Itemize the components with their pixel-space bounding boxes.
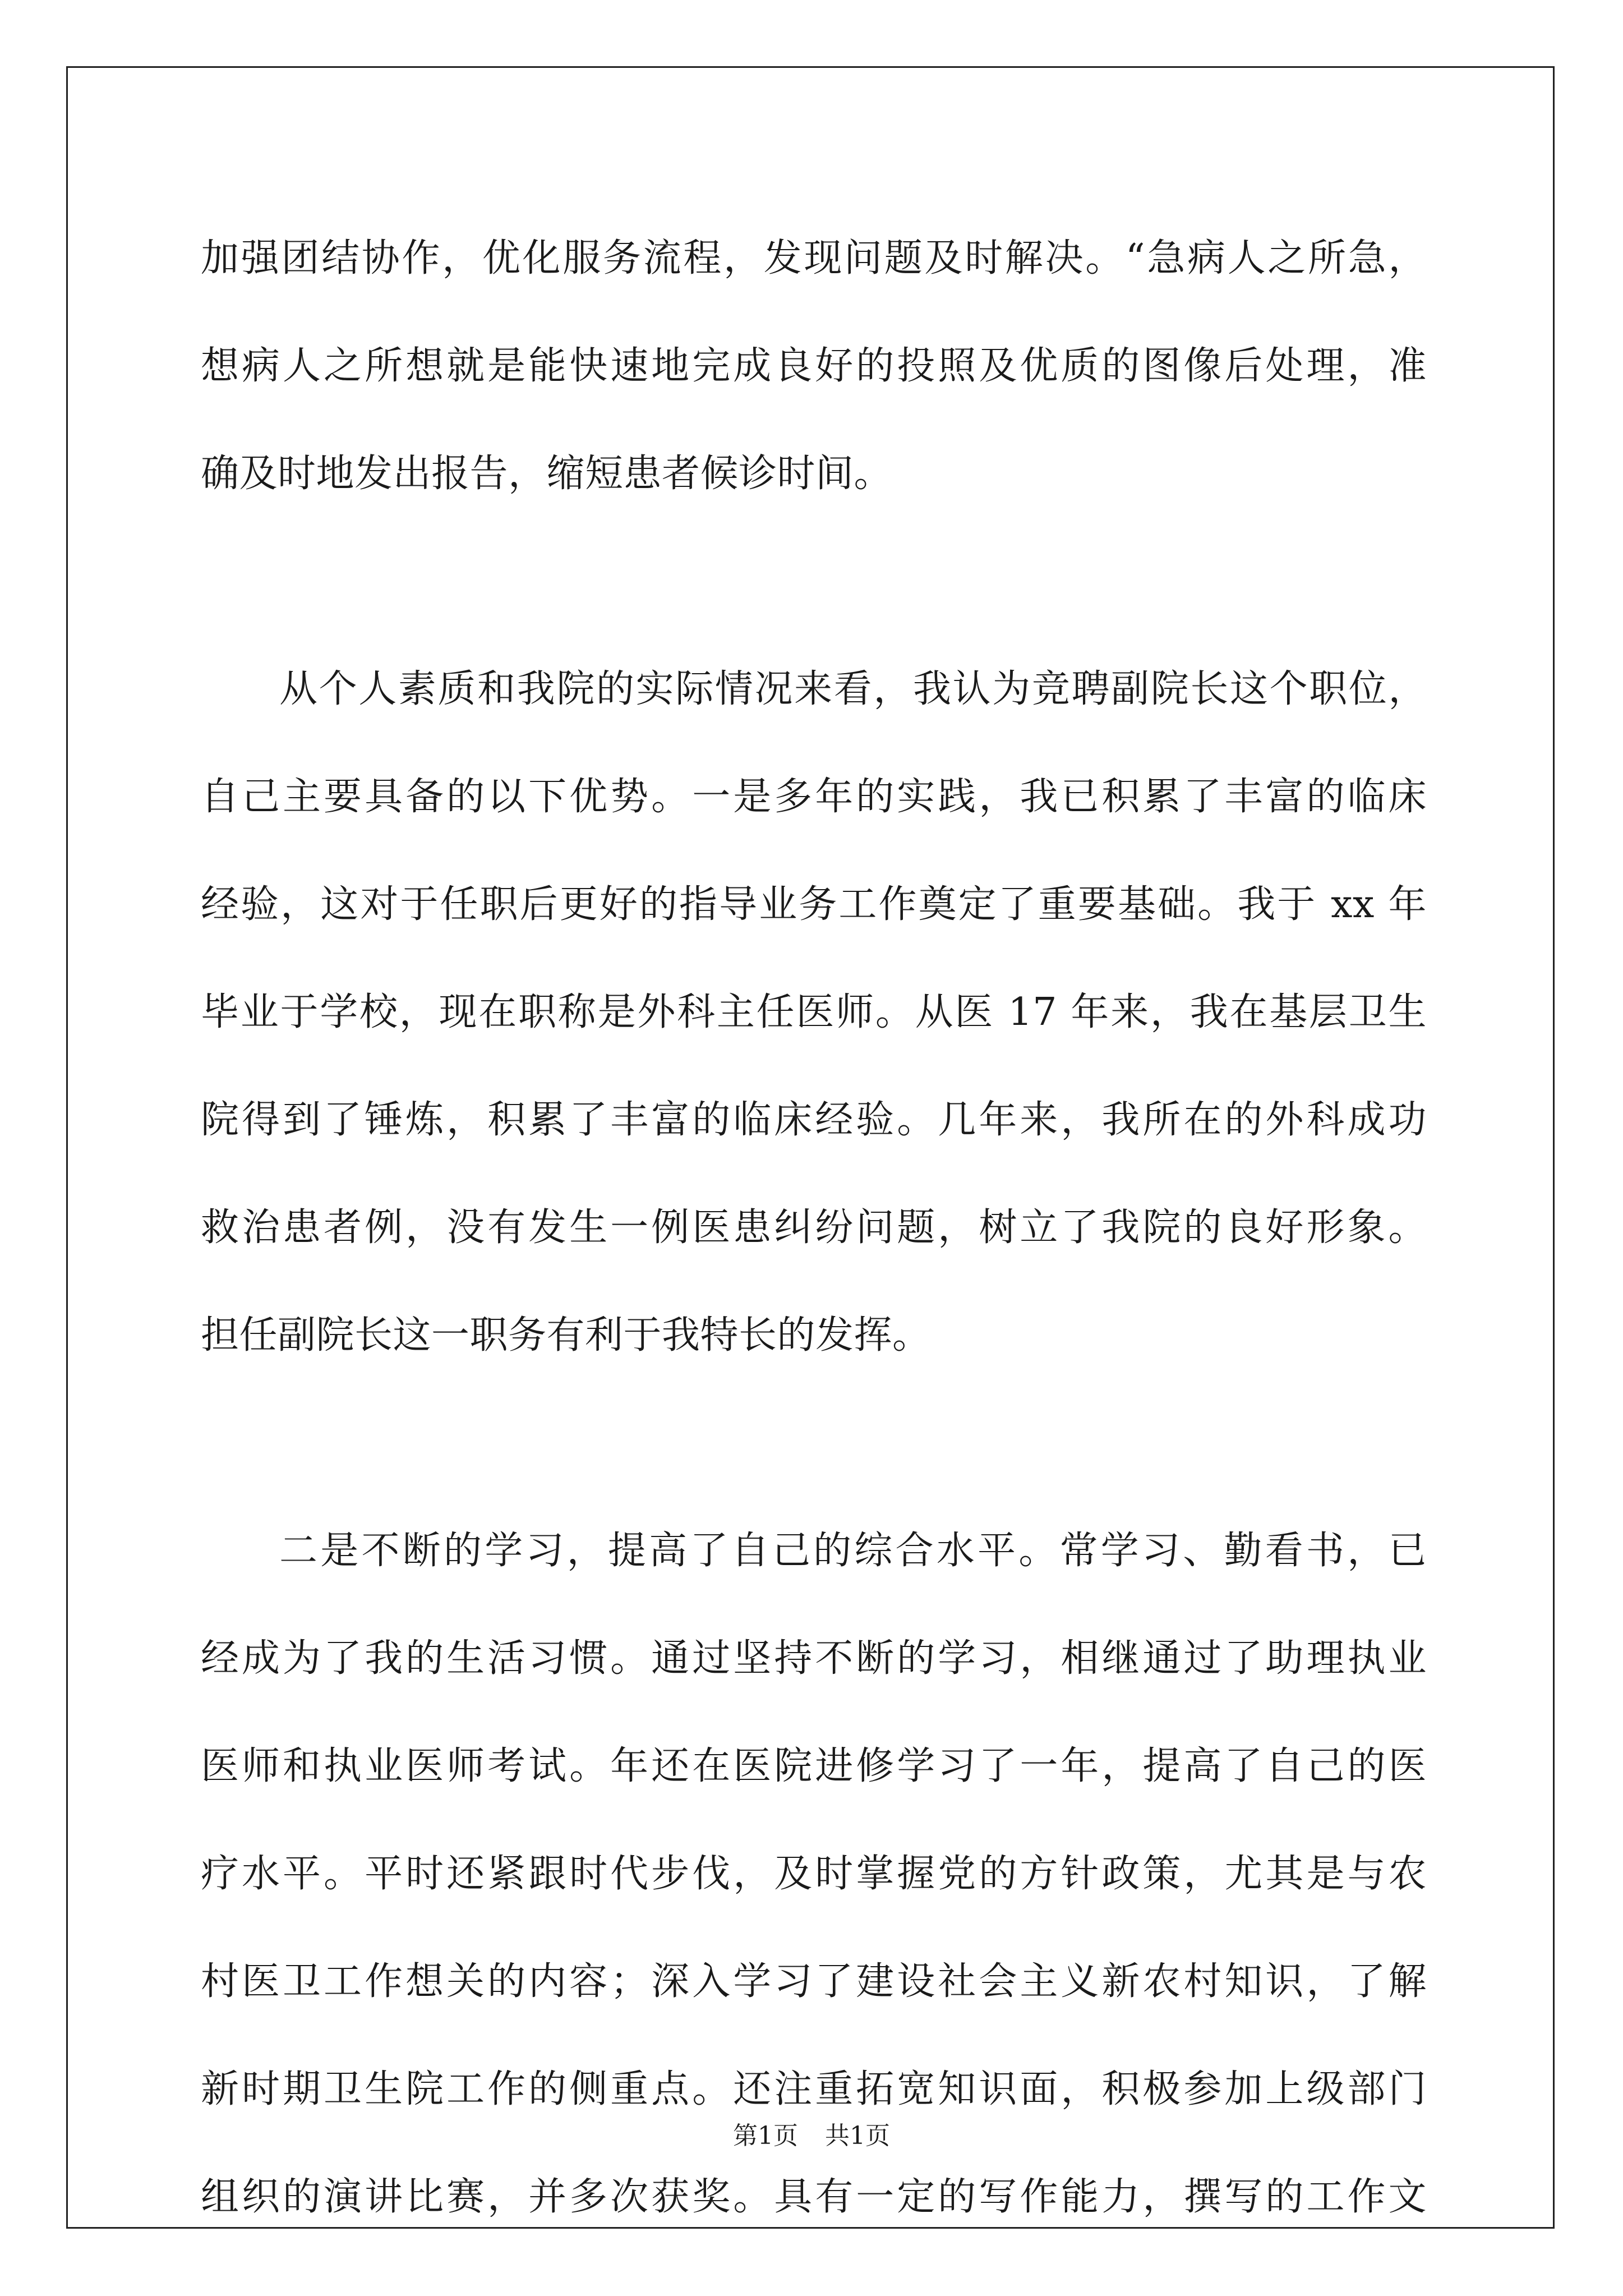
text-line: 救治患者例，没有发生一例医患纠纷问题，树立了我院的良好形象。: [201, 1205, 1427, 1250]
text-line: 医师和执业医师考试。年还在医院进修学习了一年，提高了自己的医: [201, 1744, 1427, 1788]
text-line: 经验，这对于任职后更好的指导业务工作奠定了重要基础。我于 xx 年: [201, 882, 1427, 927]
text-line: 毕业于学校，现在职称是外科主任医师。从医 17 年来，我在基层卫生: [201, 990, 1427, 1034]
paragraph-gap: [201, 528, 1427, 636]
text-line: 担任副院长这一职务有利于我特长的发挥。: [201, 1313, 931, 1358]
text-line: 经成为了我的生活习惯。通过坚持不断的学习，相继通过了助理执业: [201, 1636, 1427, 1681]
text-line: 组织的演讲比赛，并多次获奖。具有一定的写作能力，撰写的工作文: [201, 2175, 1427, 2219]
paragraph-gap: [201, 1389, 1427, 1497]
text-line: 想病人之所想就是能快速地完成良好的投照及优质的图像后处理，准: [201, 344, 1427, 388]
text-line: 从个人素质和我院的实际情况来看，我认为竞聘副院长这个职位，: [279, 667, 1427, 711]
page-number-total: 共1页: [825, 2122, 890, 2150]
text-line: 疗水平。平时还紧跟时代步伐，及时掌握党的方针政策，尤其是与农: [201, 1852, 1427, 1896]
page-number-current: 第1页: [733, 2122, 798, 2150]
document-body: [201, 205, 1427, 2251]
text-line: 村医卫工作想关的内容；深入学习了建设社会主义新农村知识，了解: [201, 1959, 1427, 2004]
text-line: 新时期卫生院工作的侧重点。还注重拓宽知识面，积极参加上级部门: [201, 2067, 1427, 2111]
text-line: 自己主要具备的以下优势。一是多年的实践，我已积累了丰富的临床: [201, 775, 1427, 819]
page-footer: [0, 2119, 1623, 2153]
text-line: 院得到了锤炼，积累了丰富的临床经验。几年来，我所在的外科成功: [201, 1098, 1427, 1142]
text-line: 加强团结协作，优化服务流程，发现问题及时解决。“急病人之所急，: [201, 236, 1427, 280]
text-line: 确及时地发出报告，缩短患者候诊时间。: [201, 452, 893, 496]
text-line: 二是不断的学习，提高了自己的综合水平。常学习、勤看书，已: [279, 1529, 1427, 1573]
